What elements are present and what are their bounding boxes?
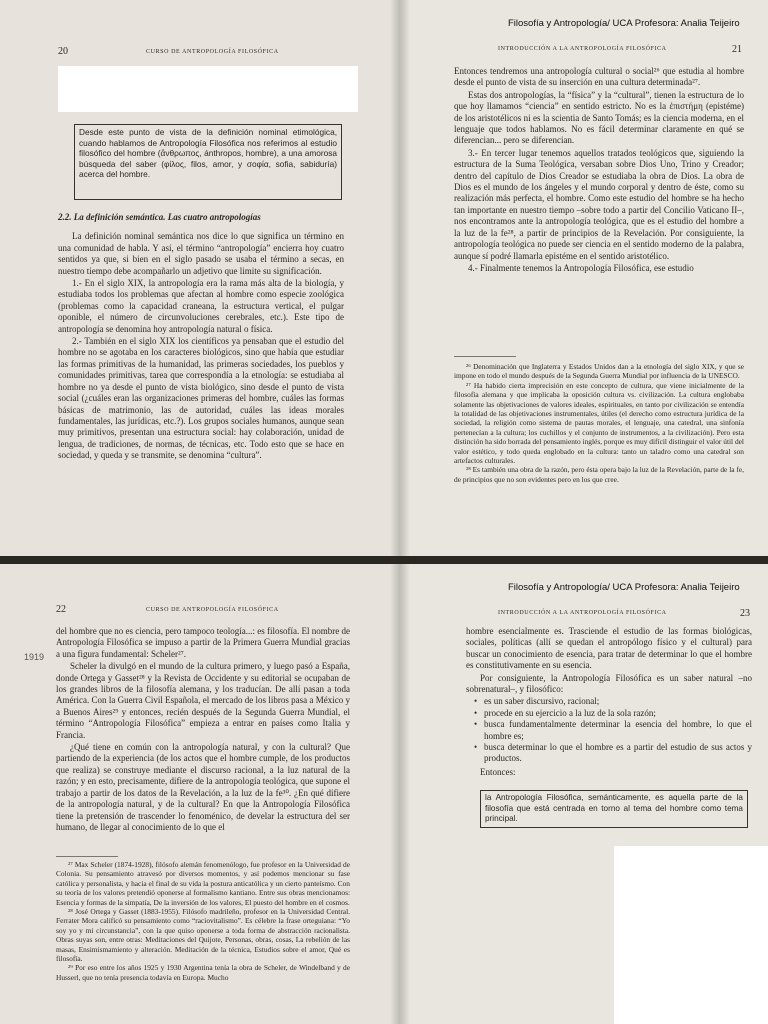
paragraph: Por consiguiente, la Antropología Filosófica es un saber natural –no sobrenatural–, y filosófico: (466, 672, 752, 695)
paragraph: hombre esencialmente es. Trasciende el estudio de las formas biológicas, sociales, políticas (allí se quedan el antropólogo físico y el cultural) para buscar un conocimiento de esencia, para tratar de determinar lo que el hombre es constitutivamente en su esencia. (466, 626, 752, 671)
page-20 (0, 0, 400, 556)
paragraph: 2.- También en el siglo XIX los científicos ya pensaban que el estudio del hombre no se agotaba en los caracteres biológicos, sino que había que estudiar las formas primitivas de la humanidad, las primeras sociedades, los pueblos y comunidades primitivas, tarea que correspondía a la etnología: se estudiaba al hombre no ya desde el punto de vista biológico, sino desde el punto de vista social (¿cuáles eran las organizaciones primeras del hombre, cuáles las formas básicas de matrimonio, las de autoridad, cuáles las ideas morales fundamentales, las jurídicas, etc.?). Los grupos sociales humanos, aunque sean muy primitivos, presentan una estructura social: hay colaboración, unidad de lengua, de tradiciones, de normas, de técnicas, etc. Todo esto que se hace en sociedad, y queda y se transmite, se denomina “cultura”. (58, 336, 344, 461)
page-body (56, 626, 350, 834)
footnote: ²⁶ Denominación que Inglaterra y Estados Unidos dan a la etnología del siglo XIX, y que se impone en todo el mundo después de la Segunda Guerra Mundial por influencia de la UNESCO. (454, 362, 744, 381)
running-head: INTRODUCCIÓN A LA ANTROPOLOGÍA FILOSÓFICA (498, 610, 667, 616)
running-head: INTRODUCCIÓN A LA ANTROPOLOGÍA FILOSÓFICA (498, 46, 667, 52)
paragraph: 4.- Finalmente tenemos la Antropología Filosófica, ese estudio (468, 262, 694, 273)
page-shadow (400, 0, 410, 556)
summary-box: la Antropología Filosófica, semánticamente, es aquella parte de la filosofía que está centrada en torno al tema del hombre como tema principal. (480, 790, 748, 828)
paragraph: del hombre que no es ciencia, pero tampoco teología...: es filosofía. El nombre de Antropología Filosófica se impuso a partir de la Primera Guerra Mundial gracias a una figura fundamental: Scheler²⁷. (56, 626, 350, 659)
page-23 (400, 564, 768, 1024)
paragraph: 3.- En tercer lugar tenemos aquellos tratados teológicos que, siguiendo la estructura de la Suma Teológica, versaban sobre Dios Uno, Trino y Creador; dentro del capítulo de Dios Creador se estudiaba la obra de Dios. La obra de Dios es el mundo de los ángeles y el mundo corporal y dentro de éste, como su realización más perfecta, el hombre. Como este estudio del hombre se ha hecho tan importante en nuestro tiempo –sobre todo a partir del Concilio Vaticano II–, nos encontramos ante la antropología teológica, que es el estudio del hombre a la luz de la fe²⁸, a partir de principios de la Revelación. Por consiguiente, la antropología teológica no puede ser ciencia en el sentido moderno de la palabra, aunque sí podré llamarla epistéme en el sentido aristotélico. (454, 147, 744, 261)
footnote: ²⁷ Ha habido cierta imprecisión en este concepto de cultura, que viene inicialmente de la filosofía alemana y que implicaba la oposición cultura vs. civilización. La cultura englobaba solamente las objetivaciones de valores ideales, espirituales, en tanto por civilización se entendía la totalidad de las objetivaciones instrumentales, útiles (el derecho como estructura jurídica de la sociedad, la religión como sistema de pautas morales, el lenguaje, una catedral, una sinfonía pertenecían a la cultura; los cuchillos y el conjunto de instrumentos, a la civilización). Pero esta distinción ha sido borrada del pensamiento inglés, porque es muy difícil distinguir el valor útil del valor estético, y todo queda englobado en la cultura: tanto un taladro como una catedral son artefactos culturales. (454, 380, 744, 466)
redaction-box (58, 66, 358, 112)
bullet-item: • busca determinar lo que el hombre es a partir del estudio de sus actos y productos. (472, 742, 752, 765)
page-22 (0, 564, 400, 1024)
redaction-box (614, 846, 768, 1024)
page-21 (400, 0, 768, 556)
running-head: CURSO DE ANTROPOLOGÍA FILOSÓFICA (146, 607, 279, 613)
handwritten-margin-note: 1919 (24, 652, 45, 662)
definition-box: Desde este punto de vista de la definición nominal etimológica, cuando hablamos de Antropología Filosófica nos referimos al estudio filosófico del hombre (ἄνθρωπος, ánthropos, hombre), a una amorosa búsqueda del saber (φίλος, filos, amor, y σοφία, sofia, sabiduría) acerca del hombre. (74, 124, 342, 200)
course-header: Filosofía y Antropología/ UCA Profesora: Analia Teijeiro (508, 582, 740, 593)
footnote: ²⁷ Max Scheler (1874-1928), filósofo alemán fenomenólogo, fue profesor en la Universidad de Colonia. Su pensamiento atravesó por diversos momentos, y así podemos mencionar su fase católica y personalista, y hacia el final de su vida la postura anticatólica y un cierto panteísmo. Con su teoría de los valores pretendió oponerse al formalismo kantiano. Entre sus obras mencionamos: Esencia y formas de la simpatía, De la inversión de los valores, El puesto del hombre en el cosmos. (56, 860, 350, 907)
bullet-list (472, 696, 752, 764)
paragraph: Estas dos antropologías, la “física” y la “cultural”, tienen la estructura de lo que hoy llamamos “ciencia” en sentido estricto. No es la ἐπιστήμη (epistéme) de los aristotélicos ni es la scientia de Santo Tomás; es la ciencia moderna, en el lenguaje que todos hablamos. No es fácil determinar claramente en qué se diferencian... pero se diferencian. (454, 89, 744, 146)
page-number: 22 (56, 604, 66, 615)
paragraph: La definición nominal semántica nos dice lo que significa un término en una comunidad de habla. Y así, el término “antropología” encierra hoy cuatro sentidos ya que, si bien en el siglo pasado se usaba el término a secas, en nuestro tiempo debe acompañarlo un adjetivo que limite su significación. (58, 231, 344, 276)
footnote-rule (454, 356, 516, 357)
section-heading: 2.2. La definición semántica. Las cuatro antropologías (58, 212, 261, 222)
paragraph: Entonces tendremos una antropología cultural o social²⁶ que estudia al hombre desde el punto de vista de su inserción en una cultura determinada²⁷. (454, 66, 744, 88)
paragraph: Scheler la divulgó en el mundo de la cultura primero, y luego pasó a España, donde Ortega y Gasset²⁸ y la Revista de Occidente y su editorial se ocupaban de los grandes libros de la filosofía alemana, y los traducían. De allí pasan a toda América. Con la Guerra Civil Española, el mercado de los libros pasa a México y a Buenos Aires²⁹ y entonces, recién después de la Segunda Guerra Mundial, el término “Antropología Filosófica” empieza a entrar en países como Italia y Francia. (56, 661, 350, 740)
footnote: ²⁸ Es también una obra de la razón, pero ésta opera bajo la luz de la Revelación, parte de la fe, de principios que no son evidentes pero en los que cree. (454, 465, 744, 484)
paragraph: ¿Qué tiene en común con la antropología natural, y con la cultural? Que partiendo de la experiencia (de los actos que el hombre cumple, de los productos que realiza) se construye mediante el discurso racional, a la luz natural de la razón; y en esto, precisamente, difiere de la antropología teológica, que supone el trabajo a partir de los datos de la Revelación, a la luz de la fe³⁰. ¿En qué difiere de la antropología natural, y de la cultural? En que la Antropología Filosófica tiene la pretensión de trascender lo fenoménico, de develar la estructura del ser humano, de llegar al conocimiento de lo que el (56, 742, 350, 832)
footnote: ²⁸ José Ortega y Gasset (1883-1955). Filósofo madrileño, profesor en la Universidad Central. Ferrater Mora calificó su pensamiento como “raciovitalismo”. Es célebre la frase orteguiana: “Yo soy yo y mi circunstancia”, con la que quiso oponerse a toda forma de abstracción racionalista. Obras suyas son, entre otras: Meditaciones del Quijote, Personas, obras, cosas, La rebelión de las masas, Ensimismamiento y alteración. Meditación de la técnica, Estudios sobre el amor, Qué es filosofía. (56, 907, 350, 964)
page-shadow (400, 564, 410, 1024)
paragraph: 1.- En el siglo XIX, la antropología era la rama más alta de la biología, y estudiaba todos los problemas que afectan al hombre como especie zoológica (problemas como la capacidad craneana, la estructura vertical, el pulgar oponible, el número de circunvoluciones cerebrales, etc.). Este tipo de antropología se denomina hoy antropología natural o física. (58, 278, 344, 334)
closing-line: Entonces: (480, 766, 516, 777)
footnote-rule (56, 856, 118, 857)
page-number: 23 (740, 608, 750, 619)
footnotes (56, 860, 350, 982)
footnote: ²⁹ Por eso entre los años 1925 y 1930 Argentina tenía la obra de Scheler, de Windelband y de Husserl, que no tenía presencia todavía en Europa. Mucho (56, 963, 350, 982)
running-head: CURSO DE ANTROPOLOGÍA FILOSÓFICA (146, 49, 279, 55)
page-number: 21 (732, 44, 742, 55)
page-body (454, 66, 744, 275)
page-body (466, 626, 752, 779)
course-header: Filosofía y Antropología/ UCA Profesora: Analia Teijeiro (508, 18, 740, 29)
page-shadow (390, 0, 400, 556)
bullet-item: • es un saber discursivo, racional; (472, 696, 752, 707)
bullet-item: • busca fundamentalmente determinar la esencia del hombre, lo que el hombre es; (472, 719, 752, 742)
page-number: 20 (58, 46, 68, 57)
bullet-item: • procede en su ejercicio a la luz de la sola razón; (472, 708, 752, 719)
page-body (58, 212, 344, 463)
page-shadow (390, 564, 400, 1024)
footnotes (454, 362, 744, 484)
